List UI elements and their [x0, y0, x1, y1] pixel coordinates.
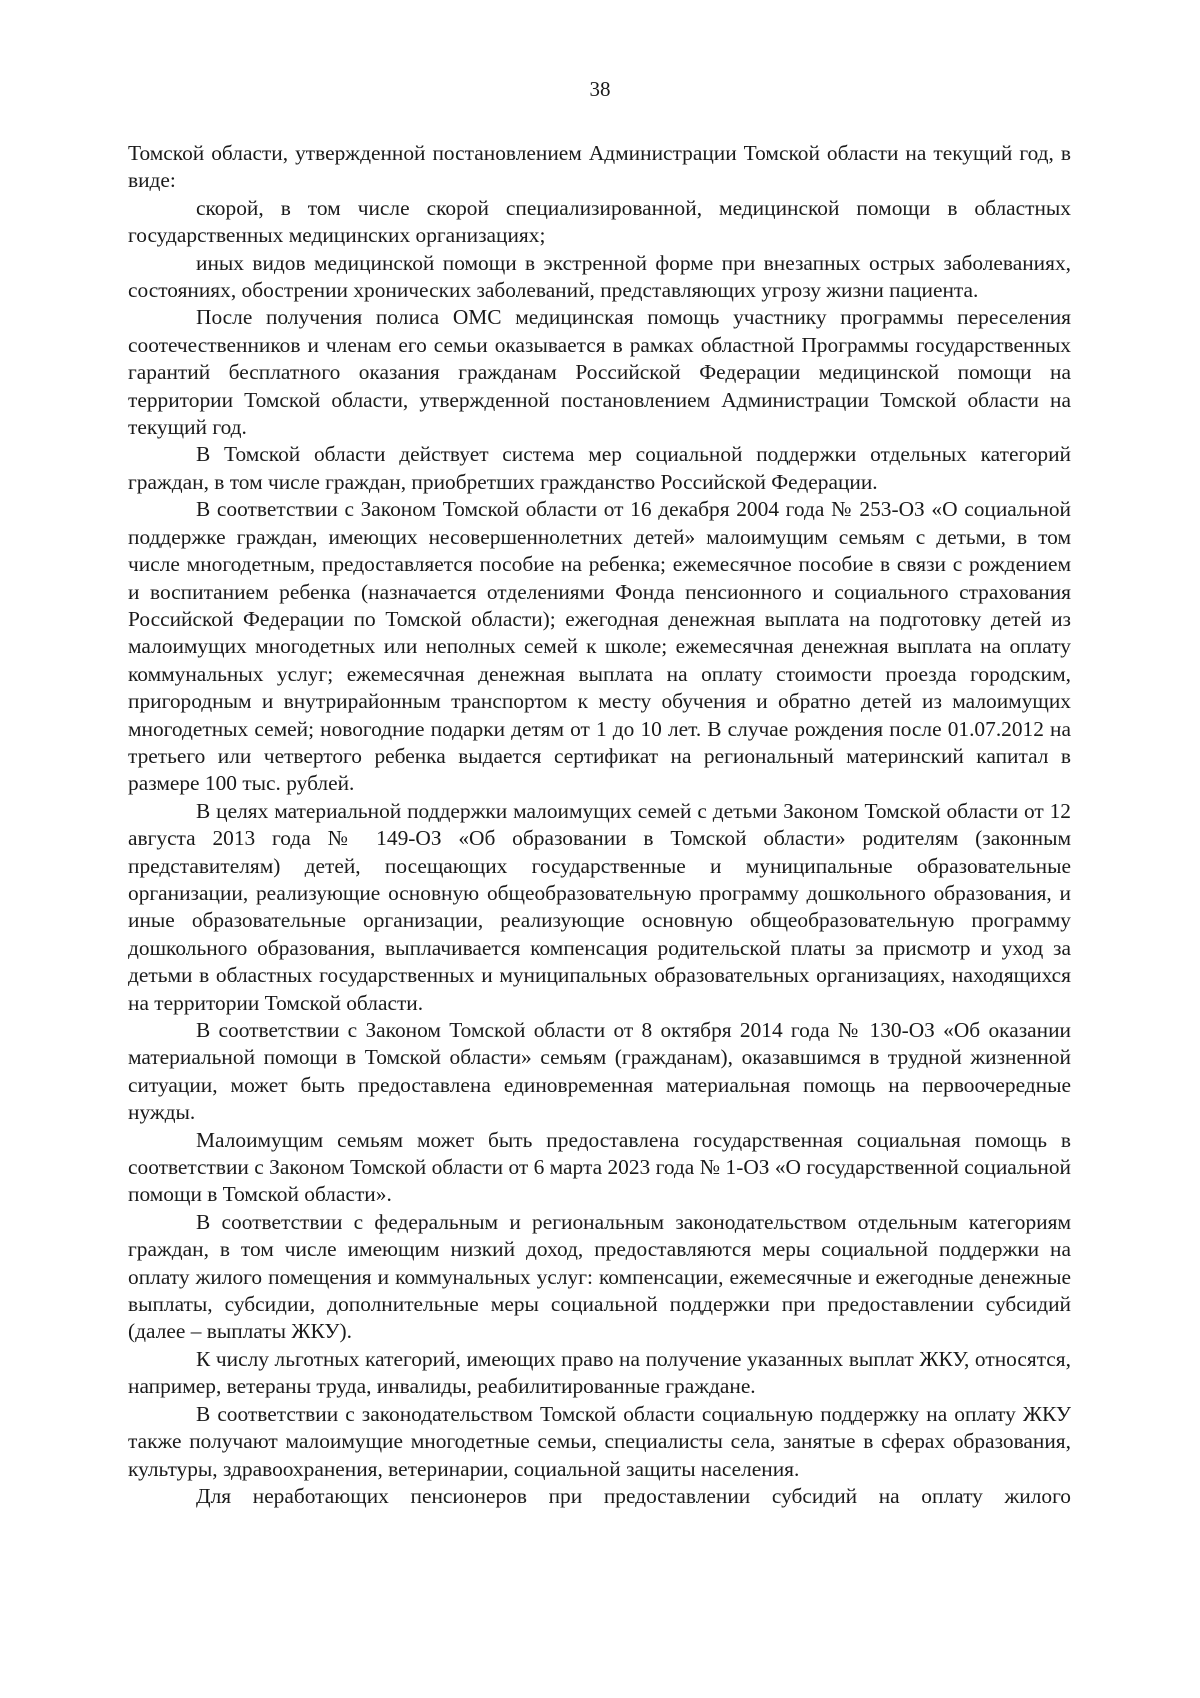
- paragraph-continuation: Томской области, утвержденной постановлением Администрации Томской области на текущий год, в виде:: [128, 141, 1071, 193]
- paragraph-law-130: В соответствии с Законом Томской области от 8 октября 2014 года № 130-ОЗ «Об оказании материальной помощи в Томской области» семьям (гражданам), оказавшимся в трудной жизненной ситуации, может быть предоставлена единовременная материальная помощь на первоочередные нужды.: [128, 1018, 1071, 1125]
- paragraph-oms-policy: После получения полиса ОМС медицинская помощь участнику программы переселения соотечественников и членам его семьи оказывается в рамках областной Программы государственных гарантий бесплатного оказания гражданам Российской Федерации медицинской помощи на территории Томской области, утвержденной постановлением Администрации Томской области на текущий год.: [128, 305, 1071, 440]
- paragraph-regional-support: В соответствии с законодательством Томской области социальную поддержку на оплату ЖКУ также получают малоимущие многодетные семьи, специалисты села, занятые в сферах образования, культуры, здравоохранения, ветеринарии, социальной защиты населения.: [128, 1401, 1071, 1481]
- paragraph-pensioners: Для неработающих пенсионеров при предоставлении субсидий на оплату жилого: [196, 1483, 1071, 1508]
- paragraph-law-149: В целях материальной поддержки малоимущих семей с детьми Законом Томской области от 12 августа 2013 года № 149-ОЗ «Об образовании в Томской области» родителям (законным представителям) детей, посещающих государственные и муниципальные образовательные организации, реализующие основную общеобразовательную программу дошкольного образования, и иные образовательные организации, реализующие основную общеобразовательную программу дошкольного образования, выплачивается компенсация родительской платы за присмотр и уход за детьми в областных государственных и муниципальных образовательных организациях, находящихся на территории Томской области.: [128, 798, 1071, 1015]
- body-text: [128, 140, 1071, 1510]
- paragraph-emergency-care: скорой, в том числе скорой специализированной, медицинской помощи в областных государственных медицинских организациях;: [128, 195, 1071, 248]
- paragraph-privileged-categories: К числу льготных категорий, имеющих право на получение указанных выплат ЖКУ, относятся, например, ветераны труда, инвалиды, реабилитированные граждане.: [128, 1346, 1071, 1399]
- paragraph-law-253: В соответствии с Законом Томской области от 16 декабря 2004 года № 253-ОЗ «О социальной поддержке граждан, имеющих несовершеннолетних детей» малоимущим семьям с детьми, в том числе многодетным, предоставляется пособие на ребенка; ежемесячное пособие в связи с рождением и воспитанием ребенка (назначается отделениями Фонда пенсионного и социального страхования Российской Федерации по Томской области); ежегодная денежная выплата на подготовку детей из малоимущих многодетных или неполных семей к школе; ежемесячная денежная выплата на оплату коммунальных услуг; ежемесячная денежная выплата на оплату стоимости проезда городским, пригородным и внутрирайонным транспортом к месту обучения и обратно детей из малоимущих многодетных семей; новогодние подарки детям от 1 до 10 лет. В случае рождения после 01.07.2012 на третьего или четвертого ребенка выдается сертификат на региональный материнский капитал в размере 100 тыс. рублей.: [128, 497, 1071, 796]
- paragraph-social-support-system: В Томской области действует система мер социальной поддержки отдельных категорий граждан, в том числе граждан, приобретших гражданство Российской Федерации.: [128, 442, 1071, 494]
- paragraph-law-1: Малоимущим семьям может быть предоставлена государственная социальная помощь в соответствии с Законом Томской области от 6 марта 2023 года № 1-ОЗ «О государственной социальной помощи в Томской области».: [128, 1127, 1071, 1207]
- paragraph-housing-support: В соответствии с федеральным и региональным законодательством отдельным категориям граждан, в том числе имеющим низкий доход, предоставляются меры социальной поддержки на оплату жилого помещения и коммунальных услуг: компенсации, ежемесячные и ежегодные денежные выплаты, субсидии, дополнительные меры социальной поддержки при предоставлении субсидий (далее – выплаты ЖКУ).: [128, 1209, 1071, 1344]
- page-number: 38: [589, 77, 611, 101]
- paragraph-other-care: иных видов медицинской помощи в экстренной форме при внезапных острых заболеваниях, состояниях, обострении хронических заболеваний, представляющих угрозу жизни пациента.: [128, 250, 1071, 303]
